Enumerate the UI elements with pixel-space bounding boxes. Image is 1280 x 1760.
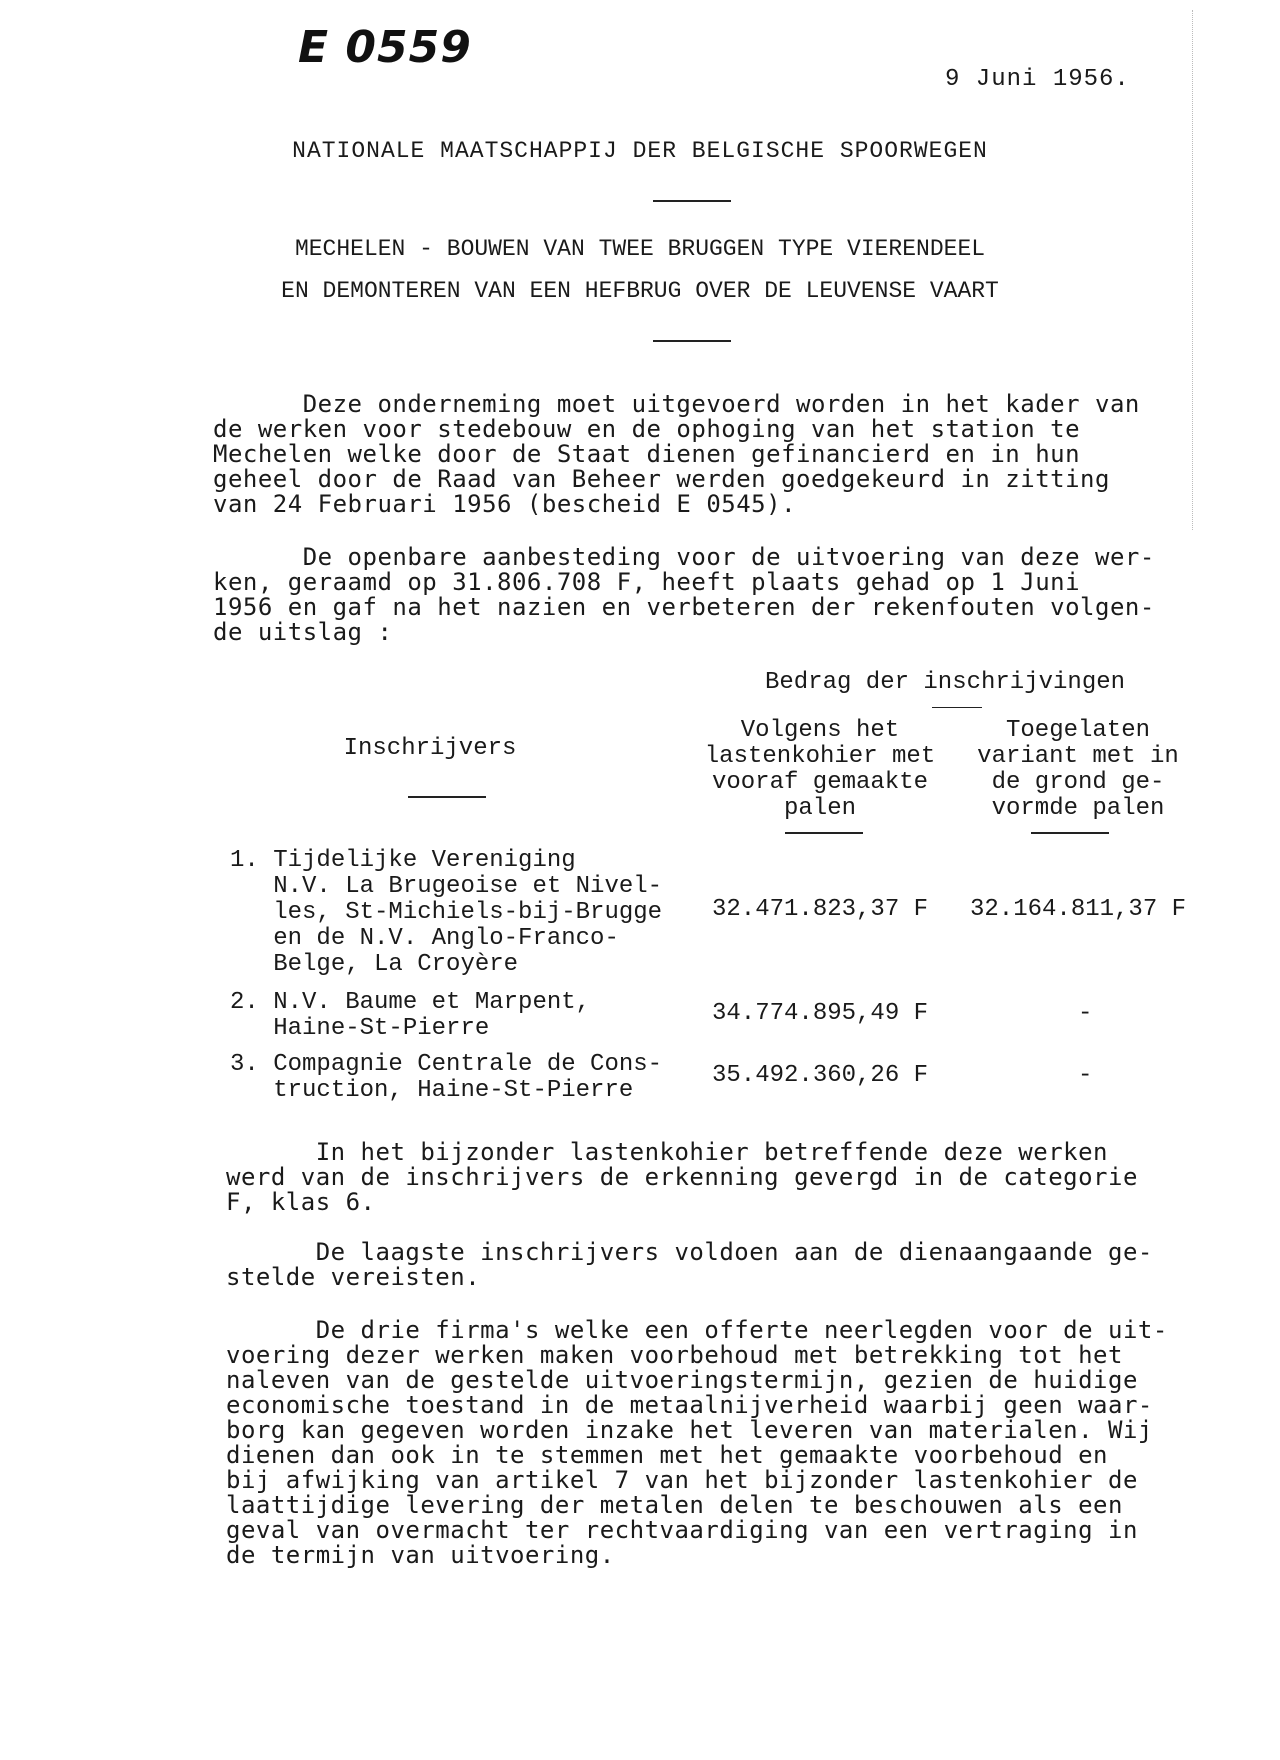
table-row-variant-amount: - — [1078, 1000, 1093, 1027]
divider-rule — [653, 200, 731, 202]
column-header-bidders: Inschrijvers — [343, 735, 517, 762]
divider-rule — [653, 340, 731, 342]
column-header-variant: Toegelaten variant met in de grond ge- vormde palen — [977, 717, 1179, 822]
column-underline — [785, 832, 863, 834]
table-row-bidder: 1. Tijdelijke Vereniging N.V. La Brugeoise et Nivel- les, St-Michiels-bij-Brugge en de N.V. Anglo-Franco- Belge, La Croyère — [230, 847, 663, 978]
table-row-standard-amount: 32.471.823,37 F — [712, 896, 929, 923]
subject-title-line-2: EN DEMONTEREN VAN EEN HEFBRUG OVER DE LEUVENSE VAART — [281, 278, 999, 304]
table-row-standard-amount: 34.774.895,49 F — [712, 1000, 929, 1027]
column-underline — [1031, 832, 1109, 834]
body-paragraph: De laagste inschrijvers voldoen aan de dienaangaande ge- stelde vereisten. — [226, 1238, 1153, 1291]
table-row-bidder: 3. Compagnie Centrale de Cons- truction, Haine-St-Pierre — [230, 1051, 663, 1104]
document-date: 9 Juni 1956. — [945, 66, 1130, 93]
table-group-header: Bedrag der inschrijvingen — [764, 669, 1126, 696]
table-row-variant-amount: 32.164.811,37 F — [970, 896, 1187, 923]
table-row-standard-amount: 35.492.360,26 F — [712, 1062, 929, 1089]
scan-edge-mark — [1192, 10, 1194, 530]
divider-rule — [932, 707, 982, 708]
table-row-variant-amount: - — [1078, 1062, 1093, 1089]
document-reference: E 0559 — [298, 22, 472, 73]
intro-paragraph: De openbare aanbesteding voor de uitvoering van deze wer- ken, geraamd op 31.806.708 F, heeft plaats gehad op 1 Juni 1956 en gaf na het nazien en verbeteren der rekenfouten volgen- de uitslag : — [213, 543, 1155, 646]
body-paragraph: In het bijzonder lastenkohier betreffende deze werken werd van de inschrijvers de erkenning gevergd in de categorie F, klas 6. — [226, 1138, 1138, 1216]
body-paragraph: De drie firma's welke een offerte neerlegden voor de uit- voering dezer werken maken voorbehoud met betrekking tot het naleven van de gestelde uitvoeringstermijn, gezien de huidige economische toestand in de metaalnijverheid waarbij geen waar- borg kan gegeven worden inzake het leveren van materialen. Wij dienen dan ook in te stemmen met het gemaakte voorbehoud en bij afwijking van artikel 7 van het bijzonder lastenkohier de laattijdige levering der metalen delen te beschouwen als een geval van overmacht ter rechtvaardiging van een vertraging in de termijn van uitvoering. — [226, 1316, 1168, 1569]
table-row-bidder: 2. N.V. Baume et Marpent, Haine-St-Pierre — [230, 989, 591, 1042]
intro-paragraph: Deze onderneming moet uitgevoerd worden in het kader van de werken voor stedebouw en de ophoging van het station te Mechelen welke door de Staat dienen gefinancierd en in hun geheel door de Raad van Beheer werden goedgekeurd in zitting van 24 Februari 1956 (bescheid E 0545). — [213, 390, 1140, 518]
column-header-standard: Volgens het lastenkohier met vooraf gemaakte palen — [704, 717, 936, 822]
organization-heading: NATIONALE MAATSCHAPPIJ DER BELGISCHE SPOORWEGEN — [292, 138, 988, 164]
subject-title-line-1: MECHELEN - BOUWEN VAN TWEE BRUGGEN TYPE VIERENDEEL — [294, 236, 986, 262]
column-underline — [408, 796, 486, 798]
